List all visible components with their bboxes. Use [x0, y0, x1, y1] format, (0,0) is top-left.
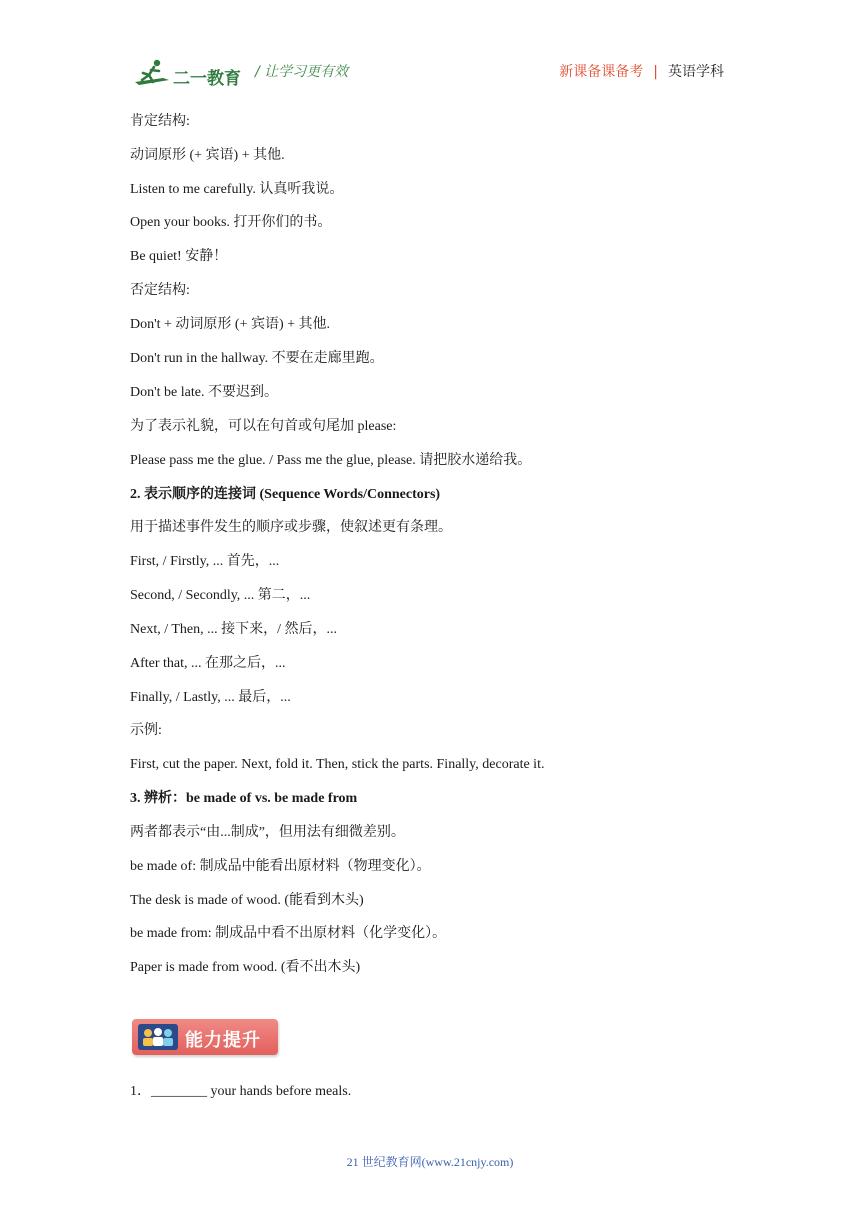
text-line: Be quiet! 安静！ — [130, 249, 228, 264]
people-icon — [138, 1024, 178, 1050]
question-item: 1．________ your hands before meals. — [130, 1084, 352, 1099]
section-heading: 3. 辨析：be made of vs. be made from — [130, 791, 358, 806]
text-line: Open your books. 打开你们的书。 — [130, 215, 332, 230]
header-right — [559, 61, 724, 81]
subject-label: 英语学科 — [668, 64, 724, 80]
text-line: 用于描述事件发生的顺序或步骤，使叙述更有条理。 — [130, 520, 452, 535]
header-separator: | — [653, 64, 658, 80]
text-line: Paper is made from wood. (看不出木头) — [130, 960, 361, 975]
logo — [133, 58, 245, 90]
text-line: Don't run in the hallway. 不要在走廊里跑。 — [130, 351, 384, 366]
text-line: Finally, / Lastly, ... 最后，... — [130, 690, 291, 705]
text-line: Please pass me the glue. / Pass me the glue, please. 请把胶水递给我。 — [130, 453, 532, 468]
text-line: 为了表示礼貌，可以在句首或句尾加 please: — [130, 419, 397, 434]
runner-logo-icon — [133, 58, 171, 90]
course-label: 新课备课备考 — [559, 64, 644, 80]
text-line: First, / Firstly, ... 首先，... — [130, 554, 280, 569]
text-line: 否定结构: — [130, 283, 190, 298]
text-line: 动词原形 (+ 宾语) + 其他. — [130, 148, 285, 163]
text-line: Don't be late. 不要迟到。 — [130, 385, 278, 400]
text-line: be made from: 制成品中看不出原材料（化学变化）。 — [130, 926, 447, 941]
page-footer: 21 世纪教育网(www.21cnjy.com) — [346, 1155, 514, 1169]
text-line: Don't + 动词原形 (+ 宾语) + 其他. — [130, 317, 331, 332]
text-line: 示例: — [130, 723, 162, 738]
text-line: 两者都表示“由...制成”，但用法有细微差别。 — [130, 825, 405, 840]
text-line: After that, ... 在那之后，... — [130, 656, 286, 671]
text-line: be made of: 制成品中能看出原材料（物理变化）。 — [130, 859, 431, 874]
text-line: 肯定结构: — [130, 114, 190, 129]
badge-title: 能力提升 — [185, 1030, 261, 1051]
text-line: Next, / Then, ... 接下来，/ 然后，... — [130, 622, 338, 637]
text-line: First, cut the paper. Next, fold it. Then, stick the parts. Finally, decorate it. — [130, 757, 545, 772]
page-header — [0, 0, 860, 100]
section-heading: 2. 表示顺序的连接词 (Sequence Words/Connectors) — [130, 487, 441, 502]
logo-text: 二一教育 — [173, 69, 241, 89]
text-line: Second, / Secondly, ... 第二，... — [130, 588, 311, 603]
text-line: Listen to me carefully. 认真听我说。 — [130, 182, 344, 197]
text-line: The desk is made of wood. (能看到木头) — [130, 893, 364, 908]
header-slogan: / 让学习更有效 — [255, 64, 349, 80]
section-badge — [132, 1019, 280, 1057]
